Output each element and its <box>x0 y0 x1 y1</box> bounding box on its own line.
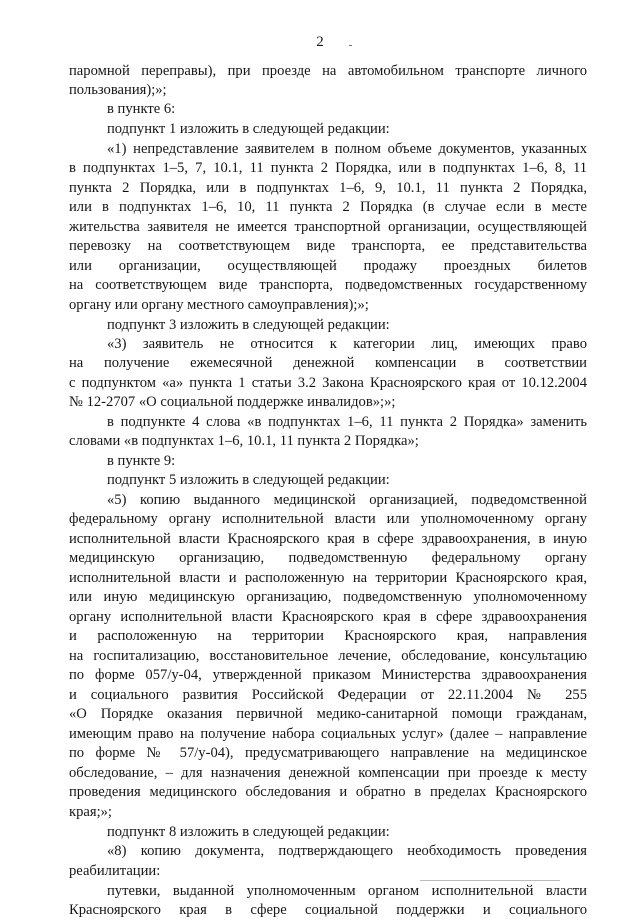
text-line: и социального развития Российской Федерации от 22.11.2004 № 255 <box>69 687 587 703</box>
text-line: подпункт 5 изложить в следующей редакции: <box>107 472 390 488</box>
text-line: «О Порядке оказания первичной медико-санитарной помощи гражданам, <box>69 706 587 722</box>
text-line: в пункте 6: <box>107 101 176 117</box>
text-line: паромной переправы), при проезде на автомобильном транспорте личного <box>69 63 587 79</box>
text-line: края;»; <box>69 804 112 820</box>
text-line: «8) копию документа, подтверждающего необходимость проведения <box>107 843 587 859</box>
text-line: «5) копию выданного медицинской организацией, подведомственной <box>107 492 587 508</box>
text-line: на соответствующем виде транспорта, подведомственных государственному <box>69 277 587 293</box>
text-line: федеральному органу исполнительной власти или уполномоченному органу <box>69 511 587 527</box>
text-line: реабилитации: <box>69 863 161 879</box>
text-line: исполнительной власти и расположенную на территории Красноярского края, <box>69 570 587 586</box>
text-line: медицинскую организацию, подведомственную федеральному органу <box>69 550 587 566</box>
text-line: подпункт 8 изложить в следующей редакции: <box>107 824 390 840</box>
text-line: пользования);»; <box>69 82 167 98</box>
text-line: перевозку на соответствующем виде транспорта, ее представительства <box>69 238 587 254</box>
scan-speck <box>349 45 352 46</box>
text-line: жительства заявителя не имеется транспортной организации, осуществляющей <box>69 219 587 235</box>
text-line: пункта 2 Порядка, или в подпунктах 1–6, 9, 10.1, 11 пункта 2 Порядка, <box>69 180 587 196</box>
text-line: исполнительной власти Красноярского края в сфере здравоохранения, в иную <box>69 531 587 547</box>
text-line: проведения медицинского обследования и обратно в пределах Красноярского <box>69 784 587 800</box>
text-line: или организации, осуществляющей продажу проездных билетов <box>69 258 587 274</box>
text-line: «1) непредставление заявителем в полном объеме документов, указанных <box>107 141 587 157</box>
text-line: или в подпунктах 1–6, 10, 11 пункта 2 Порядка (в случае если в месте <box>69 199 587 215</box>
page-number: 2 <box>316 34 324 50</box>
text-line: путевки, выданной уполномоченным органом исполнительной власти <box>107 883 587 899</box>
text-line: подпункт 1 изложить в следующей редакции: <box>107 121 390 137</box>
text-line: в подпункте 4 слова «в подпунктах 1–6, 11 пункта 2 Порядка» заменить <box>107 414 587 430</box>
text-line: обследование, – для назначения денежной компенсации при проезде к месту <box>69 765 587 781</box>
text-line: в подпунктах 1–5, 7, 10.1, 11 пункта 2 Порядка, или в подпунктах 1–6, 8, 11 <box>69 160 587 176</box>
text-line: на получение ежемесячной денежной компенсации в соответствии <box>69 355 587 371</box>
text-line: с подпунктом «а» пункта 1 статьи 3.2 Закона Красноярского края от 10.12.2004 <box>69 375 587 391</box>
text-line: органу исполнительной власти Красноярского края в сфере здравоохранения <box>69 609 587 625</box>
text-line: и расположенную на территории Красноярского края, направления <box>69 628 587 644</box>
text-line: «3) заявитель не относится к категории лиц, имеющих право <box>107 336 587 352</box>
text-line: подпункт 3 изложить в следующей редакции: <box>107 317 390 333</box>
text-line: словами «в подпунктах 1–6, 10.1, 11 пункта 2 Порядка»; <box>69 433 419 449</box>
text-line: № 12-2707 «О социальной поддержке инвалидов»;»; <box>69 394 396 410</box>
text-line: или иную медицинскую организацию, подведомственную уполномоченному <box>69 589 587 605</box>
text-line: в пункте 9: <box>107 453 176 469</box>
text-line: имеющим право на получение набора социальных услуг» (далее – направление <box>69 726 587 742</box>
footer-rule <box>420 880 560 881</box>
text-line: органу или органу местного самоуправления);»; <box>69 297 369 313</box>
text-line: по форме № 57/у-04), предусматривающего направление на медицинское <box>69 745 587 761</box>
text-line: по форме 057/у-04, утвержденной приказом Министерства здравоохранения <box>69 667 587 683</box>
text-line: на госпитализацию, восстановительное лечение, обследование, консультацию <box>69 648 587 664</box>
text-line: Красноярского края в сфере социальной поддержки и социального <box>69 902 587 918</box>
